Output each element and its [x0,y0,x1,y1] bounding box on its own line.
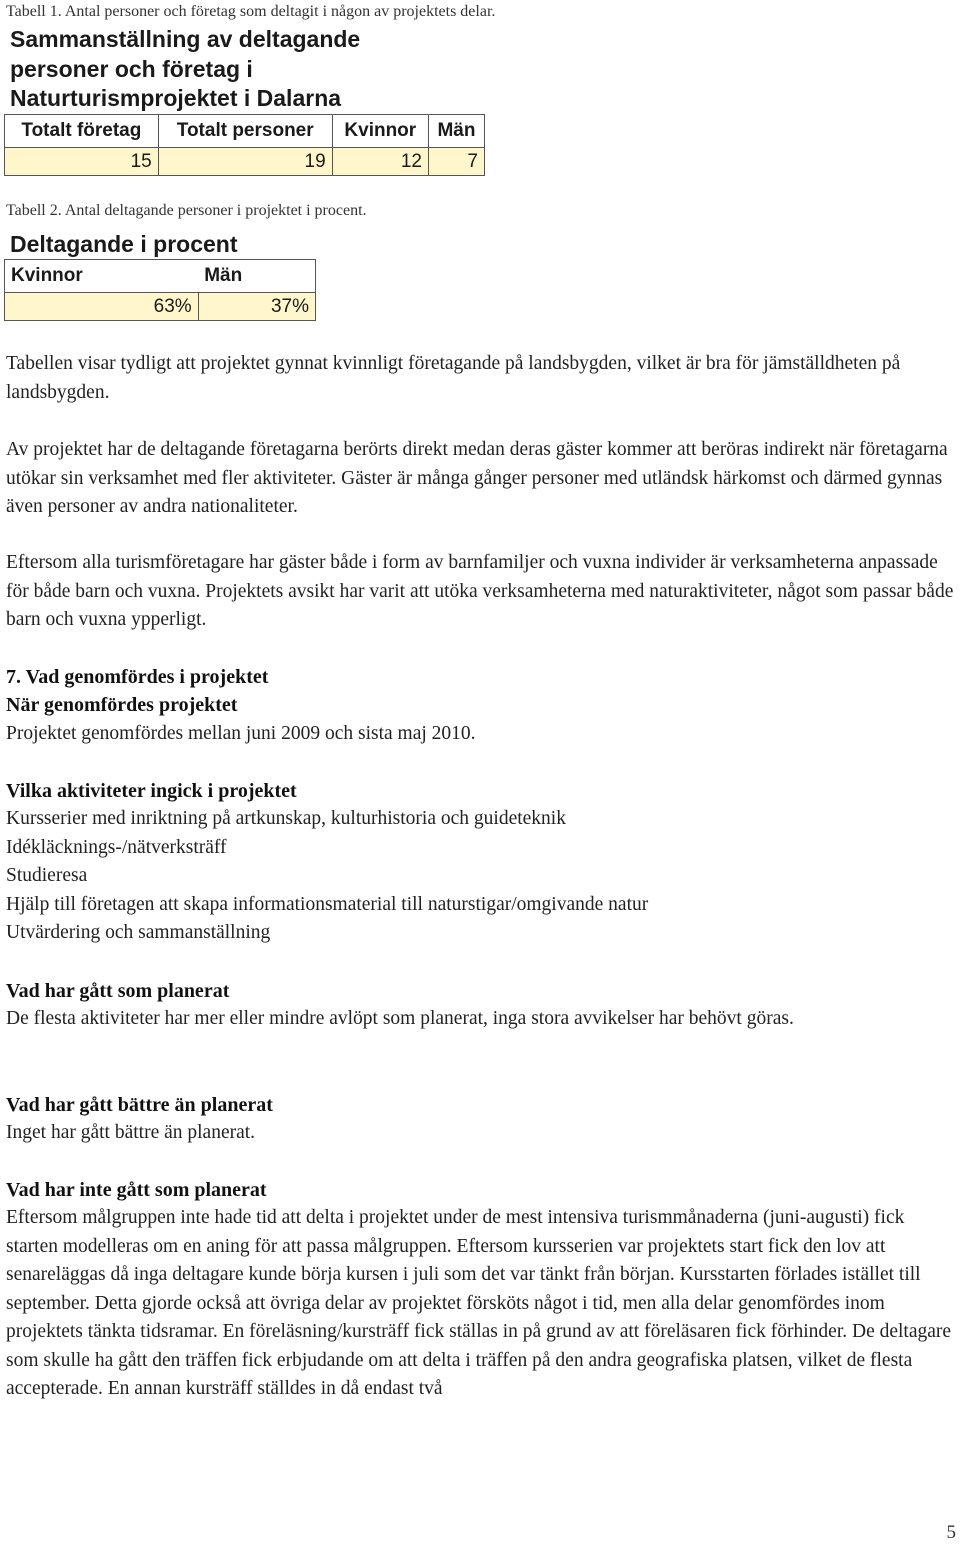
header-women: Kvinnor [332,115,428,148]
percentage-table [4,259,316,321]
table2-caption: Tabell 2. Antal deltagande personer i projektet i procent. [6,202,367,219]
paragraph-equality: Tabellen visar tydligt att projektet gynnat kvinnligt företagande på landsbygden, vilket är bra för jämställdheten på landsbygden. [6,353,901,403]
table1-title-line-3: Naturturismprojektet i Dalarna [10,85,342,111]
table-row [5,293,316,321]
list-item: Kursserier med inriktning på artkunskap, kulturhistoria och guideteknik [6,808,566,829]
when-heading: När genomfördes projektet [6,694,238,716]
section-7-title: 7. Vad genomfördes i projektet [6,666,269,688]
header-women: Kvinnor [5,260,199,293]
table1-title-line-2: personer och företag i [10,56,253,82]
table2-title: Deltagande i procent [10,231,238,257]
better-heading: Vad har gått bättre än planerat [6,1094,273,1116]
header-men: Män [428,115,484,148]
header-total-persons: Totalt personer [158,115,332,148]
value-men-percent: 37% [198,293,315,321]
list-item: Idékläcknings-/nätverksträff [6,837,227,858]
value-women: 12 [332,148,428,176]
value-women-percent: 63% [5,293,199,321]
participants-table [4,114,485,176]
paragraph-families: Eftersom alla turismföretagare har gäster både i form av barnfamiljer och vuxna individer är verksamheterna anpassade för både barn och vuxna. Projektets avsikt har varit att utöka verksamheterna med naturaktiviteter, något som passar både barn och vuxna ypperligt. [6,552,954,630]
table-header-row [5,260,316,293]
value-men: 7 [428,148,484,176]
not-planned-heading: Vad har inte gått som planerat [6,1179,267,1201]
activities-heading: Vilka aktiviteter ingick i projektet [6,780,297,802]
not-planned-text: Eftersom målgruppen inte hade tid att delta i projektet under de mest intensiva turismmånaderna (juni-augusti) fick starten modelleras om en aning för att passa målgruppen. Eftersom kursserien var projektets start fick den lov att senareläggas då inga deltagare kunde börja kursen i juli som det var tänkt från början. Kursstarten förlades istället till september. Detta gjorde också att övriga delar av projektet försköts något i tid, men alla delar genomfördes inom projektets tänkta tidsramar. En föreläsning/kursträff fick ställas in på grund av att föreläsaren fick förhinder. De deltagare som skulle ha gått den träffen fick erbjudande om att delta i träffen på den andra geografiska platsen, vilket de flesta accepterade. En annan kursträff ställdes in då endast två [6,1207,952,1399]
header-total-companies: Totalt företag [5,115,159,148]
list-item: Studieresa [6,865,88,886]
planned-text: De flesta aktiviteter har mer eller mindre avlöpt som planerat, inga stora avvikelser har behövt göras. [6,1008,794,1029]
value-total-persons: 19 [158,148,332,176]
paragraph-guests: Av projektet har de deltagande företagarna berörts direkt medan deras gäster kommer att beröras indirekt när företagarna utökar sin verksamhet med fler aktiviteter. Gäster är många gånger personer med utländsk härkomst och därmed gynnas även personer av andra nationaliteter. [6,439,948,517]
planned-heading: Vad har gått som planerat [6,980,230,1002]
page-number: 5 [946,1522,956,1543]
table-row [5,148,485,176]
better-text: Inget har gått bättre än planerat. [6,1122,256,1143]
list-item: Utvärdering och sammanställning [6,922,271,943]
when-text: Projektet genomfördes mellan juni 2009 och sista maj 2010. [6,723,476,744]
header-men: Män [198,260,315,293]
value-total-companies: 15 [5,148,159,176]
table1-title-line-1: Sammanställning av deltagande [10,26,361,52]
list-item: Hjälp till företagen att skapa informationsmaterial till naturstigar/omgivande natur [6,894,649,915]
table1-caption: Tabell 1. Antal personer och företag som deltagit i någon av projektets delar. [6,3,496,20]
table-header-row [5,115,485,148]
